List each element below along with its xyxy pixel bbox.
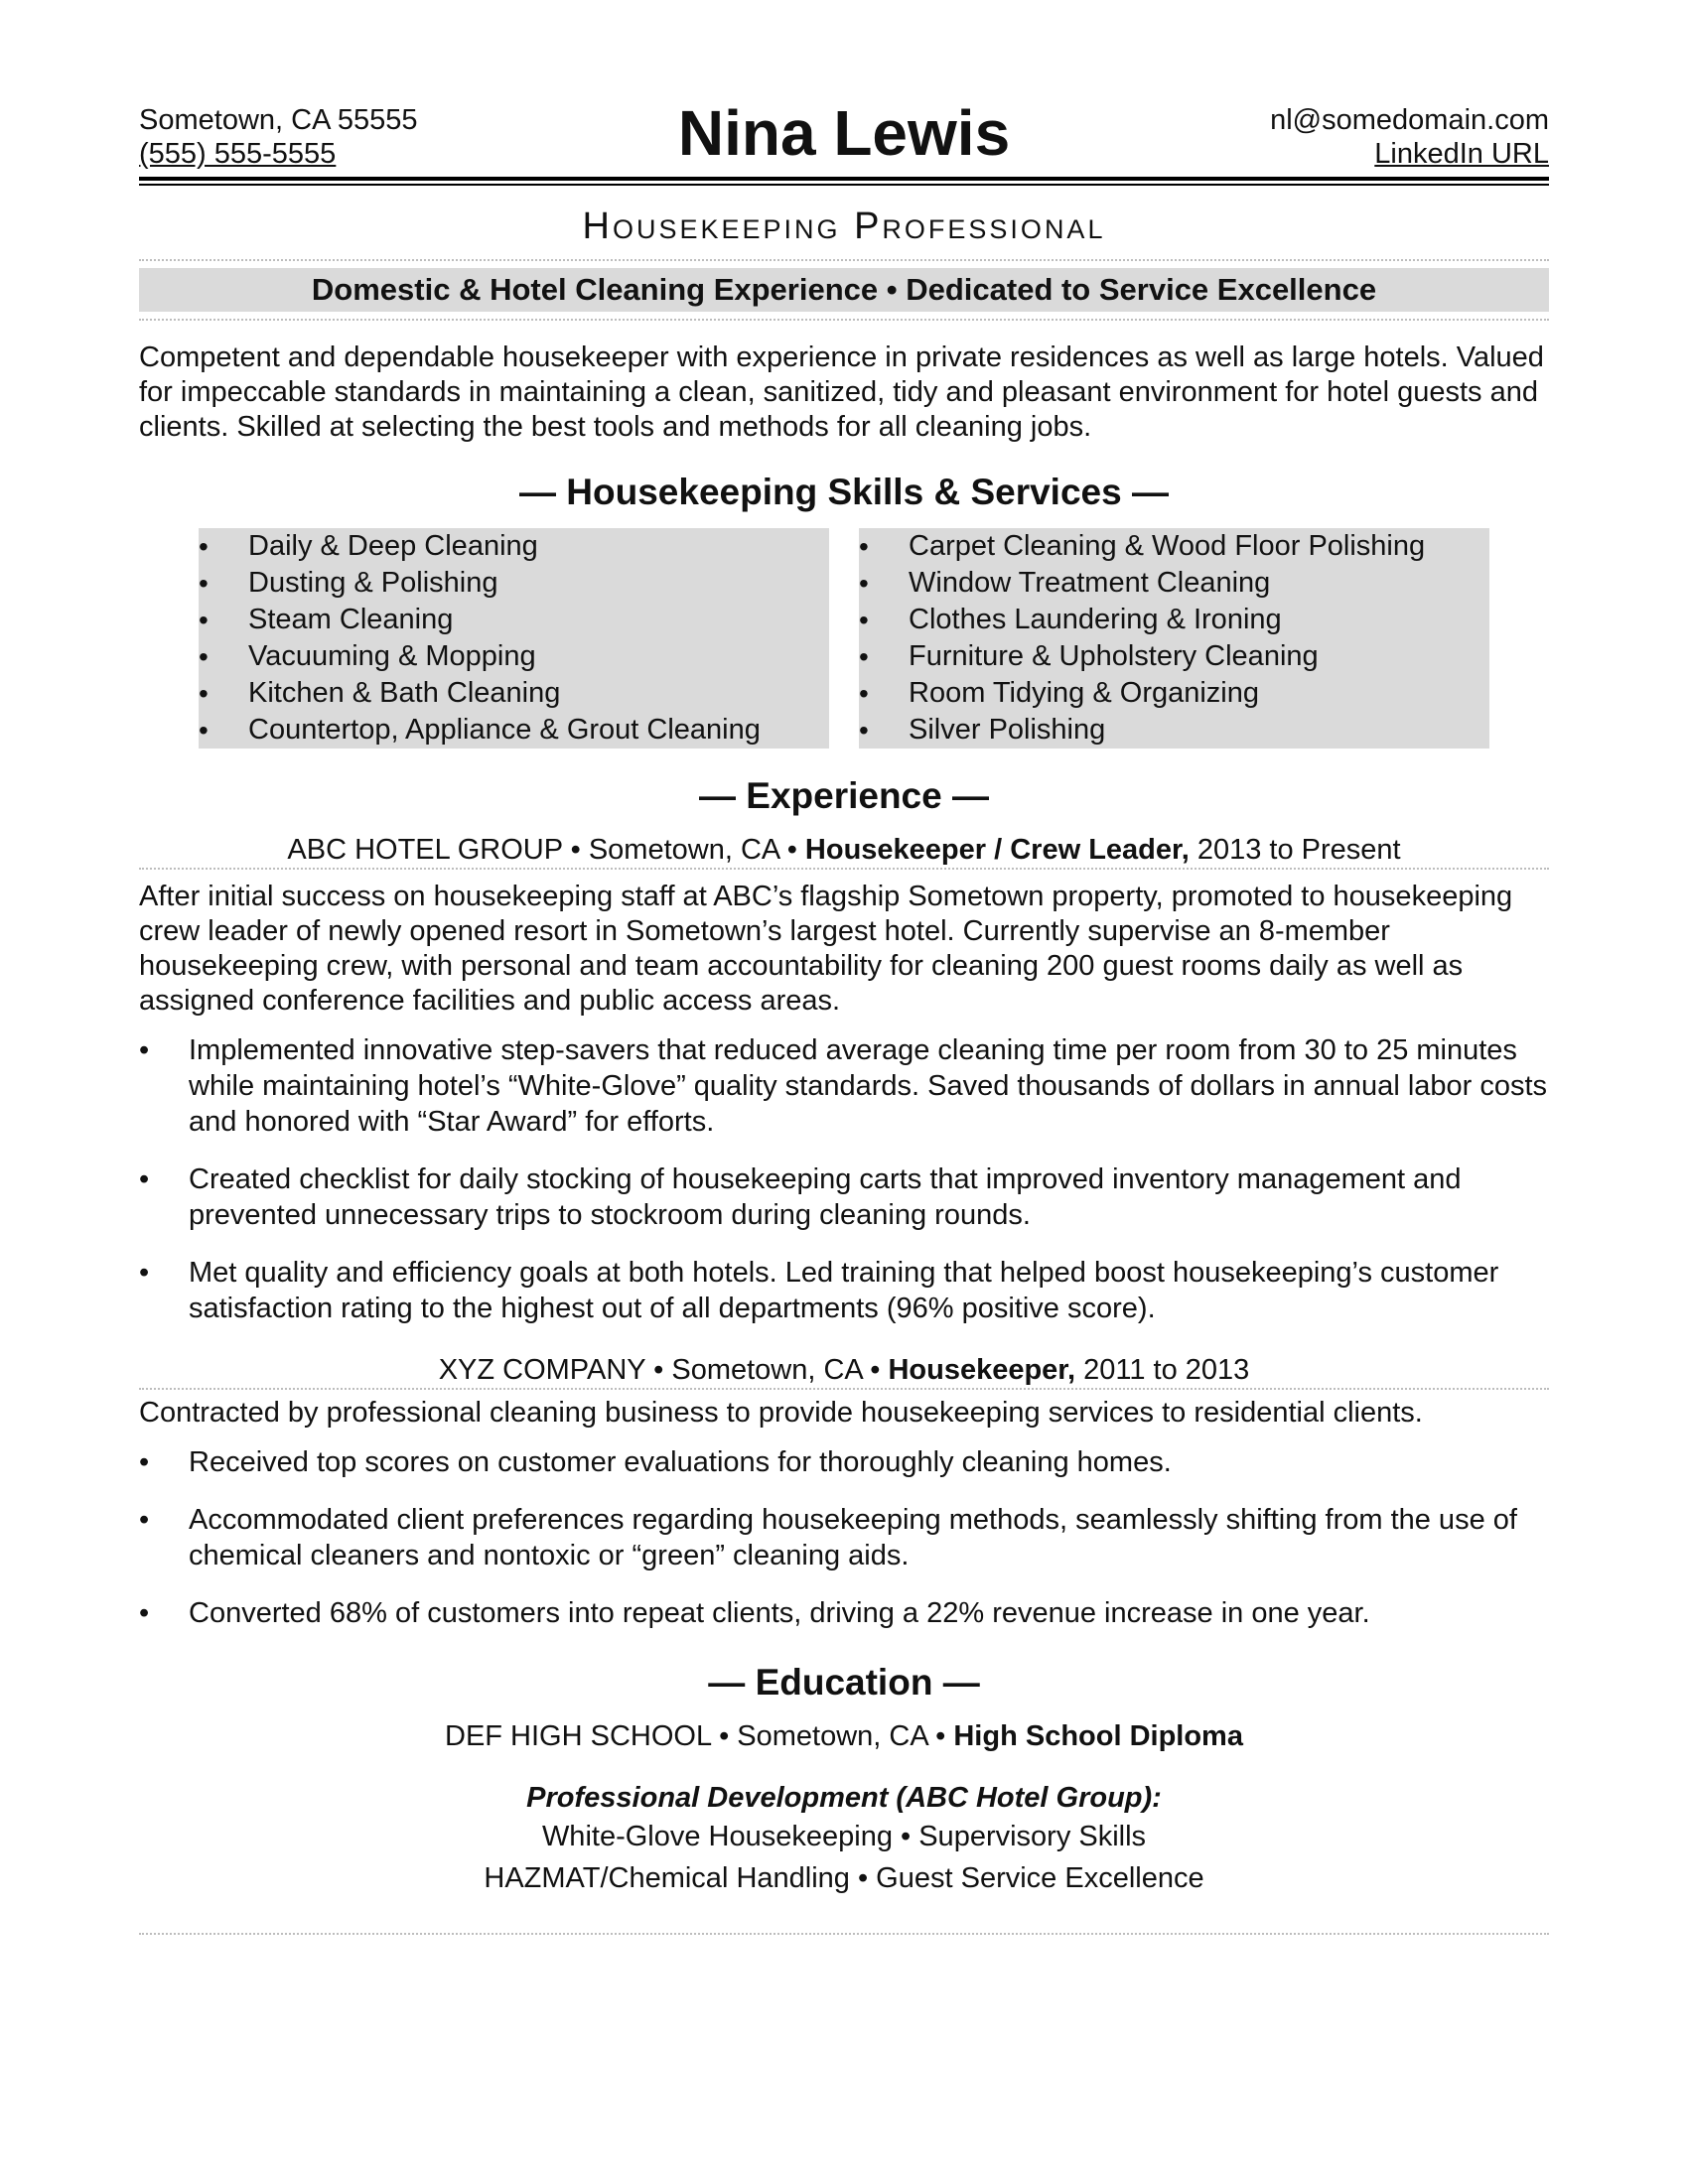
skills-column-right [859, 528, 1489, 749]
footer-divider [139, 1933, 1549, 1935]
skill-item: • Furniture & Upholstery Cleaning [859, 638, 1489, 675]
tagline: Domestic & Hotel Cleaning Experience • Dedicated to Service Excellence [139, 268, 1549, 312]
resume-header [139, 99, 1549, 177]
candidate-name: Nina Lewis [677, 97, 1011, 169]
education-section-title: — Education — [708, 1662, 980, 1703]
address: Sometown, CA 55555 [139, 104, 418, 136]
job-dates: 2013 to Present [1189, 834, 1401, 866]
job-dates: 2011 to 2013 [1075, 1354, 1250, 1386]
achievement-item: • Implemented innovative step-savers that reduced average cleaning time per room from 30 to 25 minutes while maintaining hotel’s “White-Glove” quality standards. Saved thousands of dollars in annual labor costs and honored with “Star Award” for efforts. [139, 1032, 1549, 1140]
degree: High School Diploma [953, 1720, 1243, 1752]
job-achievements [139, 1032, 1549, 1326]
skill-item: • Vacuuming & Mopping [199, 638, 829, 675]
job-achievements [139, 1444, 1549, 1631]
linkedin-link[interactable]: LinkedIn URL [1374, 138, 1549, 170]
contact-right [1270, 103, 1549, 171]
skill-item: • Kitchen & Bath Cleaning [199, 675, 829, 712]
achievement-item: • Received top scores on customer evaluations for thoroughly cleaning homes. [139, 1444, 1549, 1480]
job-company: XYZ COMPANY • Sometown, CA • [438, 1354, 889, 1386]
job-heading [139, 832, 1549, 868]
job-description: Contracted by professional cleaning business to provide housekeeping services to residential clients. [139, 1397, 1423, 1429]
school-name: DEF HIGH SCHOOL • Sometown, CA • [445, 1720, 954, 1752]
summary-paragraph: Competent and dependable housekeeper with experience in private residences as well as large hotels. Valued for impeccable standards in maintaining a clean, sanitized, tidy and pleasant environment for hotel guests and clients. Skilled at selecting the best tools and methods for all cleaning jobs. [139, 341, 1544, 443]
professional-development-line: HAZMAT/Chemical Handling • Guest Service Excellence [484, 1862, 1204, 1894]
job-description: After initial success on housekeeping staff at ABC’s flagship Sometown property, promoted to housekeeping crew leader of newly opened resort in Sometown’s largest hotel. Currently supervise an 8-member housekeeping crew, with personal and team accountability for cleaning 200 guest rooms daily as well as assigned conference facilities and public access areas. [139, 881, 1513, 1017]
education-entry [139, 1718, 1549, 1754]
divider [139, 319, 1549, 321]
divider [139, 259, 1549, 261]
resume-page [139, 99, 1549, 1935]
email-address[interactable]: nl@somedomain.com [1270, 104, 1549, 136]
job-role: Housekeeper, [888, 1354, 1076, 1386]
phone-number[interactable]: (555) 555-5555 [139, 138, 337, 170]
skill-item: • Window Treatment Cleaning [859, 565, 1489, 602]
skill-item: • Countertop, Appliance & Grout Cleaning [199, 712, 829, 749]
experience-section-title: — Experience — [698, 775, 989, 816]
job-company: ABC HOTEL GROUP • Sometown, CA • [287, 834, 805, 866]
skill-item: • Room Tidying & Organizing [859, 675, 1489, 712]
professional-development-title: Professional Development (ABC Hotel Group): [526, 1782, 1162, 1814]
achievement-item: • Met quality and efficiency goals at both hotels. Led training that helped boost housekeeping’s customer satisfaction rating to the highest out of all departments (96% positive score). [139, 1255, 1549, 1326]
skills-column-left [199, 528, 829, 749]
skill-item: • Silver Polishing [859, 712, 1489, 749]
achievement-item: • Created checklist for daily stocking of housekeeping carts that improved inventory management and prevented unnecessary trips to stockroom during cleaning rounds. [139, 1161, 1549, 1233]
header-rule-thin [139, 184, 1549, 186]
skill-item: • Steam Cleaning [199, 602, 829, 638]
headline: Housekeeping Professional [582, 205, 1106, 247]
job-role: Housekeeper / Crew Leader, [804, 834, 1190, 866]
achievement-item: • Accommodated client preferences regarding housekeeping methods, seamlessly shifting from the use of chemical cleaners and nontoxic or “green” cleaning aids. [139, 1502, 1549, 1573]
skill-item: • Daily & Deep Cleaning [199, 528, 829, 565]
skills-list [139, 528, 1549, 749]
job-heading [139, 1352, 1549, 1388]
achievement-item: • Converted 68% of customers into repeat clients, driving a 22% revenue increase in one year. [139, 1595, 1549, 1631]
skill-item: • Carpet Cleaning & Wood Floor Polishing [859, 528, 1489, 565]
divider [139, 868, 1549, 870]
header-rule-thick [139, 177, 1549, 181]
skill-item: • Clothes Laundering & Ironing [859, 602, 1489, 638]
professional-development-line: White-Glove Housekeeping • Supervisory Skills [541, 1821, 1147, 1852]
skill-item: • Dusting & Polishing [199, 565, 829, 602]
divider [139, 1388, 1549, 1390]
skills-section-title: — Housekeeping Skills & Services — [519, 472, 1169, 512]
